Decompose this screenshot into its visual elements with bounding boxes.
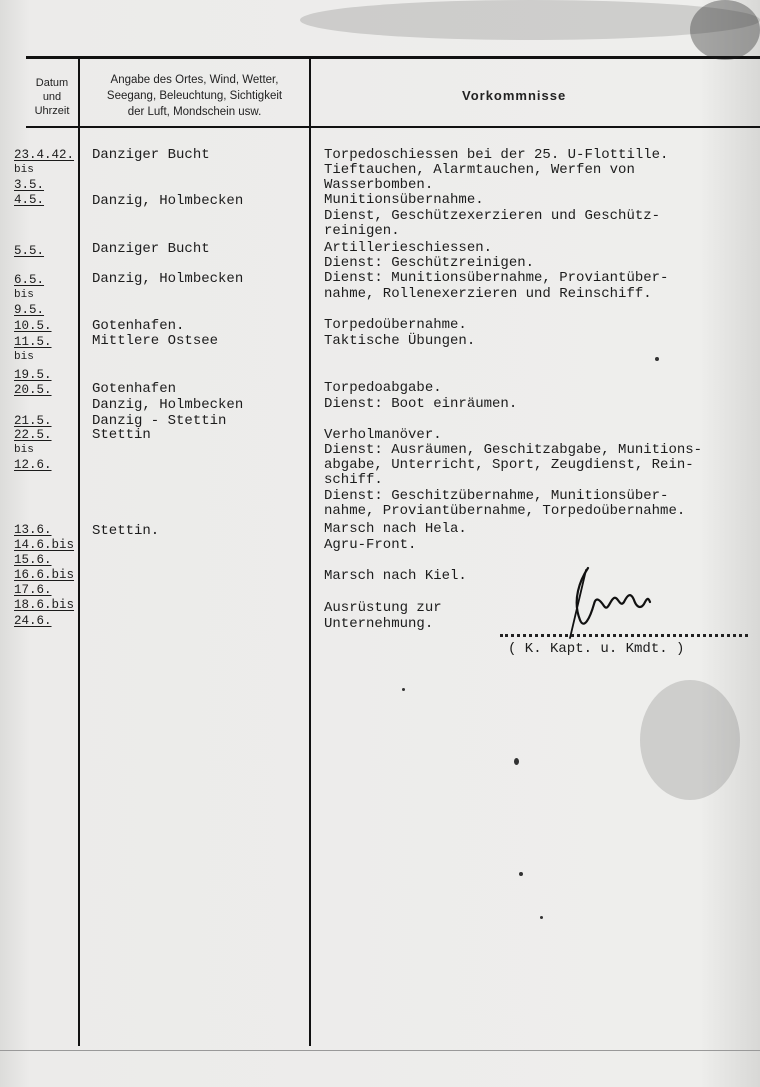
event-line: Torpedoabgabe. <box>324 380 442 396</box>
event-line: Dienst: Munitionsübernahme, Proviantüber- <box>324 270 669 286</box>
event-line: Torpedoübernahme. <box>324 317 467 333</box>
date-entry: 20.5. <box>14 383 52 397</box>
event-line: Torpedoschiessen bei der 25. U-Flottille. <box>324 147 669 163</box>
date-entry: 11.5. bis <box>14 335 52 363</box>
signature-line <box>500 634 748 637</box>
scan-speck <box>519 872 523 876</box>
event-line: Munitionsübernahme. <box>324 192 484 208</box>
event-line: Wasserbomben. <box>324 177 434 193</box>
scan-speck <box>402 688 405 691</box>
event-line: Marsch nach Kiel. <box>324 568 467 584</box>
place-entry: Gotenhafen <box>92 381 177 397</box>
date-entry: 23.4.42. bis <box>14 148 75 176</box>
header-date-line-1: Datum <box>35 77 69 89</box>
event-line: reinigen. <box>324 223 400 239</box>
column-divider-2 <box>309 56 311 1046</box>
event-line: Unternehmung. <box>324 616 434 632</box>
date-entry: 4.5. <box>14 193 45 207</box>
header-place-line-1: Angabe des Ortes, Wind, Wetter, <box>110 74 279 86</box>
top-rule <box>26 56 760 59</box>
date-entry: 3.5. <box>14 178 45 192</box>
place-entry: Danzig - Stettin <box>92 413 227 429</box>
date-entry: 21.5. <box>14 414 52 428</box>
event-line: Artillerieschiessen. <box>324 240 493 256</box>
event-line: Ausrüstung zur <box>324 600 442 616</box>
event-line: Verholmanöver. <box>324 427 442 443</box>
place-entry: Gotenhafen. <box>92 318 185 334</box>
header-bottom-rule <box>26 126 760 128</box>
date-column <box>14 148 76 628</box>
place-entry: Stettin <box>92 427 151 443</box>
event-line: Marsch nach Hela. <box>324 521 467 537</box>
place-entry: Danzig, Holmbecken <box>92 397 244 413</box>
event-line: Agru-Front. <box>324 537 417 553</box>
event-line: schiff. <box>324 472 383 488</box>
header-place-line-2: Seegang, Beleuchtung, Sichtigkeit <box>106 90 283 102</box>
scan-smudge <box>640 680 740 800</box>
signature-scribble <box>560 560 660 640</box>
event-line: Dienst: Geschitzübernahme, Munitionsüber- <box>324 488 669 504</box>
place-entry: Danziger Bucht <box>92 147 210 163</box>
date-entry: 5.5. <box>14 244 45 258</box>
date-entry: 12.6. <box>14 458 52 472</box>
scan-smudge <box>690 0 760 60</box>
date-entry: 19.5. <box>14 368 52 382</box>
place-entry: Danzig, Holmbecken <box>92 193 244 209</box>
place-entry: Mittlere Ostsee <box>92 333 219 349</box>
date-entry: 16.6.bis <box>14 568 75 582</box>
event-line: abgabe, Unterricht, Sport, Zeugdienst, Rein- <box>324 457 694 473</box>
header-date-column <box>26 76 78 118</box>
date-entry: 14.6.bis <box>14 538 75 552</box>
event-line: Taktische Übungen. <box>324 333 476 349</box>
scan-speck <box>540 916 543 919</box>
date-entry: 9.5. <box>14 303 45 317</box>
date-entry: 15.6. <box>14 553 52 567</box>
event-line: nahme, Proviantübernahme, Torpedoübernahme. <box>324 503 686 519</box>
date-entry: 10.5. <box>14 319 52 333</box>
event-line: Tieftauchen, Alarmtauchen, Werfen von <box>324 162 635 178</box>
header-date-line-2: und <box>42 91 62 103</box>
date-entry: 17.6. <box>14 583 52 597</box>
place-entry: Danziger Bucht <box>92 241 210 257</box>
place-entry: Stettin. <box>92 523 160 539</box>
header-events-column: Vorkommnisse <box>462 88 567 103</box>
header-place-line-3: der Luft, Mondschein usw. <box>127 106 262 118</box>
place-entry: Danzig, Holmbecken <box>92 271 244 287</box>
event-line: Dienst: Ausräumen, Geschitzabgabe, Munitions- <box>324 442 703 458</box>
date-entry: 6.5. bis <box>14 273 45 301</box>
header-date-line-3: Uhrzeit <box>34 105 70 117</box>
event-line: nahme, Rollenexerzieren und Reinschiff. <box>324 286 652 302</box>
scan-speck <box>514 758 519 765</box>
event-line: Dienst: Geschützreinigen. <box>324 255 535 271</box>
column-divider-1 <box>78 56 80 1046</box>
header-place-column <box>82 72 307 120</box>
date-entry: 18.6.bis <box>14 598 75 612</box>
scan-speck <box>655 357 659 361</box>
date-entry: 13.6. <box>14 523 52 537</box>
date-entry: 24.6. <box>14 614 52 628</box>
bottom-scan-edge <box>0 1050 760 1051</box>
date-entry: 22.5. bis <box>14 428 52 456</box>
event-line: Dienst, Geschützexerzieren und Geschütz- <box>324 208 661 224</box>
signature-caption: ( K. Kapt. u. Kmdt. ) <box>508 641 685 657</box>
event-line: Dienst: Boot einräumen. <box>324 396 518 412</box>
